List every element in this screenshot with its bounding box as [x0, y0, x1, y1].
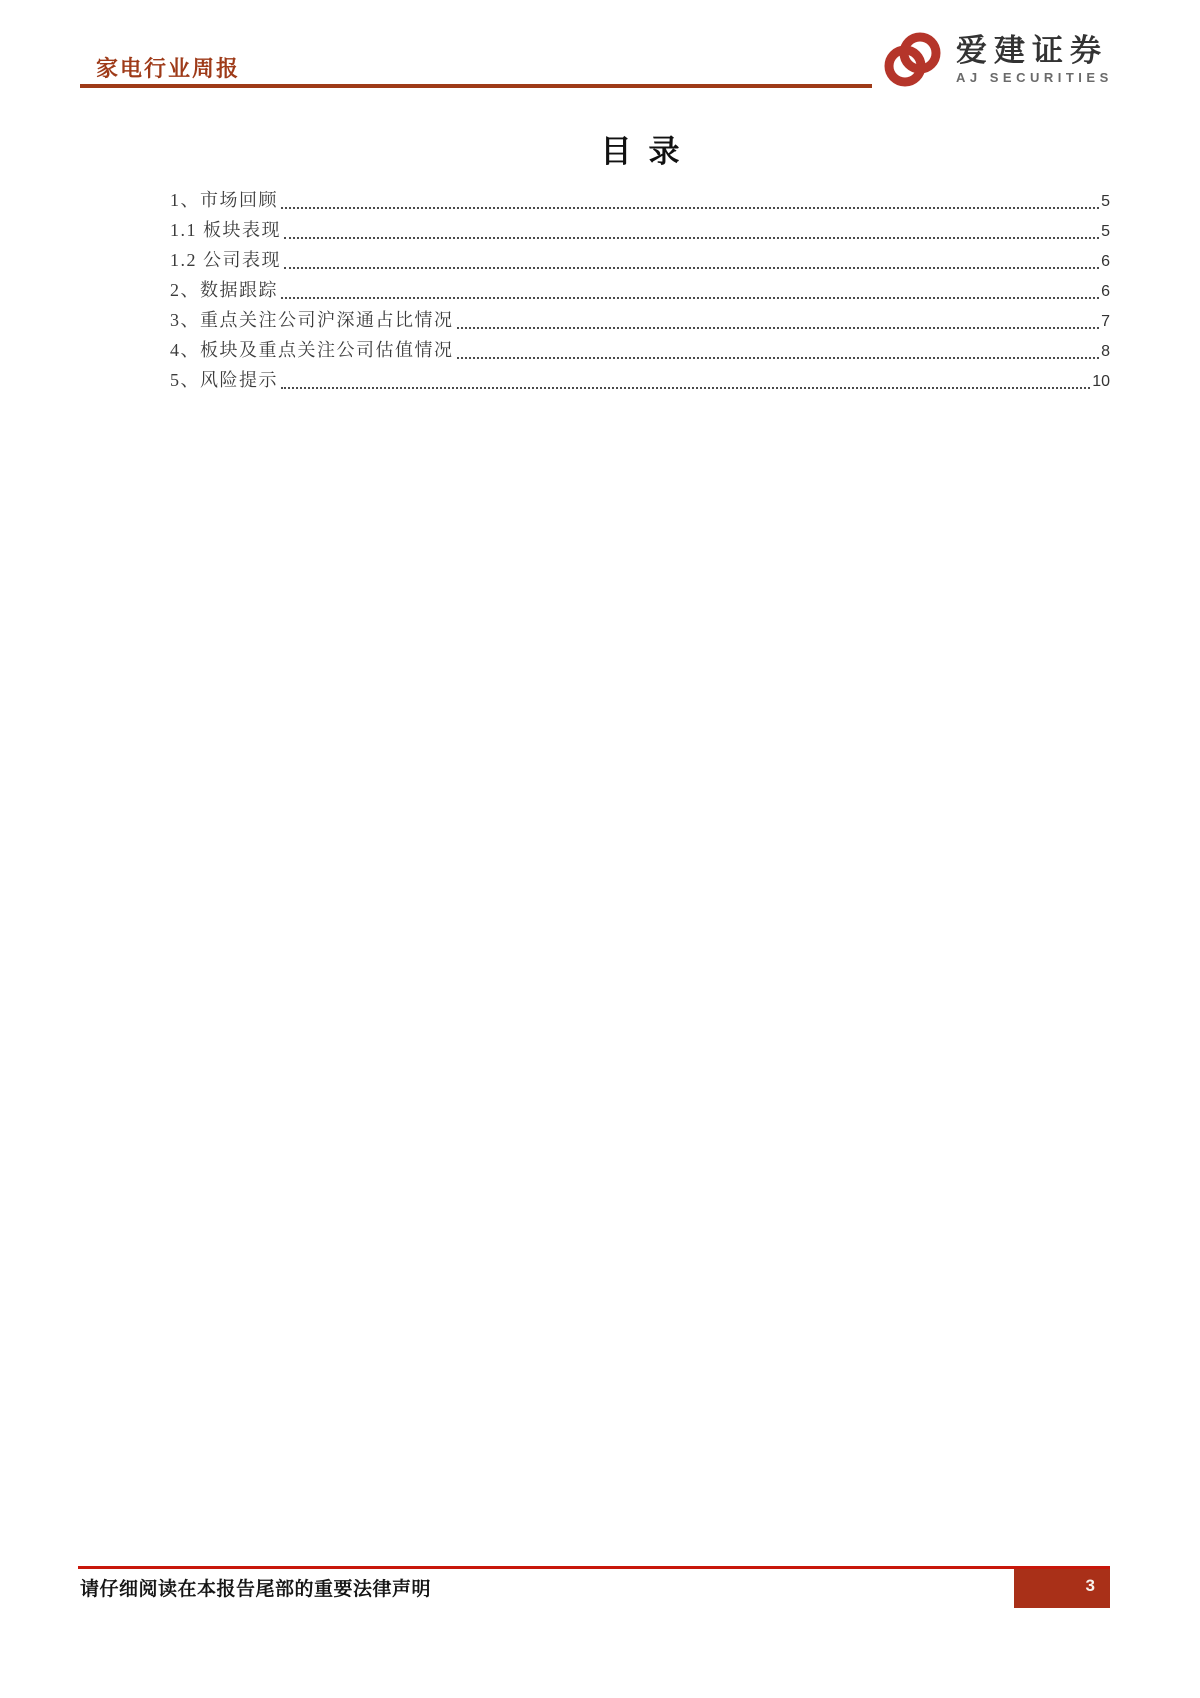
table-of-contents — [170, 186, 1110, 396]
header-divider — [80, 84, 872, 88]
toc-entry-label: 1、市场回顾 — [170, 190, 278, 210]
dot-leader — [457, 327, 1100, 329]
brand-logo — [882, 30, 1113, 90]
toc-entry[interactable] — [170, 336, 1110, 366]
toc-entry-label: 5、风险提示 — [170, 370, 278, 390]
dot-leader — [281, 297, 1099, 299]
dot-leader — [457, 357, 1100, 359]
toc-entry-label: 4、板块及重点关注公司估值情况 — [170, 340, 454, 360]
report-series-title: 家电行业周报 — [96, 56, 241, 81]
page-number-badge: 3 — [1014, 1569, 1110, 1608]
toc-entry-page: 6 — [1101, 283, 1110, 300]
toc-entry[interactable] — [170, 216, 1110, 246]
dot-leader — [284, 237, 1099, 239]
toc-entry-page: 5 — [1101, 223, 1110, 240]
toc-entry[interactable] — [170, 246, 1110, 276]
dot-leader — [281, 207, 1099, 209]
toc-entry-label: 2、数据跟踪 — [170, 280, 278, 300]
toc-entry-label: 1.1 板块表现 — [170, 220, 281, 240]
toc-entry[interactable] — [170, 366, 1110, 396]
toc-entry-label: 1.2 公司表现 — [170, 250, 281, 270]
toc-entry[interactable] — [170, 276, 1110, 306]
aj-securities-logo-icon — [882, 30, 944, 90]
footer-disclaimer: 请仔细阅读在本报告尾部的重要法律声明 — [80, 1579, 432, 1600]
toc-title: 目录 — [600, 134, 697, 169]
toc-entry-page: 6 — [1101, 253, 1110, 270]
toc-entry-page: 7 — [1101, 313, 1110, 330]
toc-entry[interactable] — [170, 186, 1110, 216]
brand-name-chinese: 爱建证券 — [956, 32, 1108, 68]
footer-divider — [78, 1566, 1110, 1569]
toc-entry-page: 5 — [1101, 193, 1110, 210]
toc-entry-label: 3、重点关注公司沪深通占比情况 — [170, 310, 454, 330]
dot-leader — [281, 387, 1090, 389]
toc-entry-page: 10 — [1092, 373, 1110, 390]
toc-entry[interactable] — [170, 306, 1110, 336]
toc-entry-page: 8 — [1101, 343, 1110, 360]
dot-leader — [284, 267, 1099, 269]
brand-wordmark — [956, 32, 1113, 86]
brand-name-english: AJ SECURITIES — [956, 70, 1113, 86]
